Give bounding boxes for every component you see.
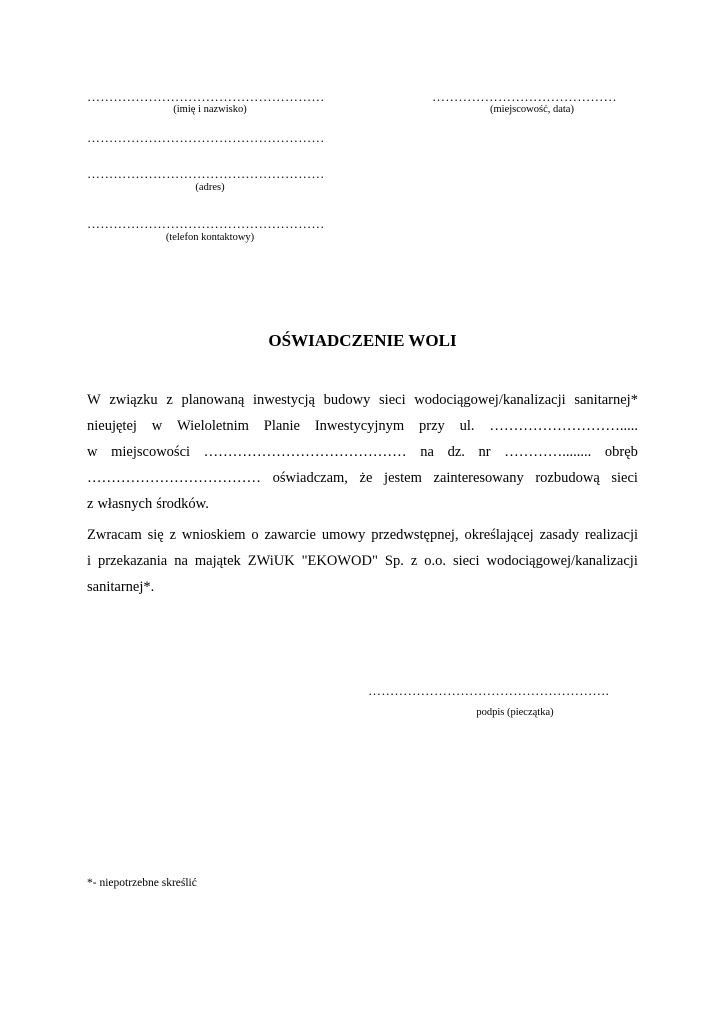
paragraph1-line: [87, 387, 638, 413]
paragraph2-word: zawarcie: [264, 527, 316, 543]
address-field-dots-2[interactable]: ………………………………………………: [87, 166, 325, 181]
paragraph2-word: z: [169, 527, 177, 543]
paragraph1-line: [87, 465, 638, 491]
paragraph1-word: Wieloletnim: [177, 418, 249, 434]
paragraph1-word: w: [151, 418, 163, 434]
paragraph1-word: ul.: [459, 418, 475, 434]
paragraph1-word: sanitarnej*: [574, 392, 638, 408]
paragraph2-word: wodociągowej/kanalizacji: [486, 553, 638, 569]
paragraph1-word: wodociągowej/kanalizacji: [414, 392, 566, 408]
paragraph2-word: ZWiUK: [247, 553, 295, 569]
paragraph2-word: na: [174, 553, 188, 569]
paragraph2-word: o.o.: [424, 553, 446, 569]
paragraph1-word: środków.: [156, 496, 209, 512]
phone-field-label: (telefon kontaktowy): [165, 232, 255, 243]
paragraph1-word: …………........: [504, 444, 592, 460]
place-date-field-label: (miejscowość, data): [490, 104, 574, 115]
signature-field-dots[interactable]: ……………………………………………….: [368, 683, 610, 698]
paragraph1-word: miejscowości: [111, 444, 191, 460]
paragraph1-word: z: [166, 392, 173, 408]
place-date-field-dots[interactable]: ……………………………………: [432, 89, 617, 104]
paragraph2-word: z: [410, 553, 418, 569]
paragraph2-word: określającej: [464, 527, 534, 543]
paragraph1-word: sieci: [611, 470, 638, 486]
paragraph1-word: z: [87, 496, 94, 512]
address-field-label: (adres): [195, 182, 225, 193]
paragraph1-word: Planie: [263, 418, 300, 434]
document-title: OŚWIADCZENIE WOLI: [268, 331, 457, 350]
paragraph1-word: ……………………….....: [489, 418, 638, 434]
paragraph1-word: przy: [419, 418, 445, 434]
paragraph2-word: przedwstępnej,: [371, 527, 459, 543]
paragraph1-word: ……………………………………: [203, 444, 407, 460]
paragraph1-word: obręb: [604, 444, 638, 460]
declaration-paragraph: [87, 387, 638, 517]
paragraph1-word: dz.: [447, 444, 465, 460]
paragraph1-word: planowaną: [181, 392, 245, 408]
name-field-dots[interactable]: ………………………………………………: [87, 89, 325, 104]
paragraph1-line: [87, 413, 638, 439]
paragraph1-word: budowy: [323, 392, 371, 408]
paragraph1-word: jestem: [384, 470, 422, 486]
paragraph1-word: W: [87, 392, 101, 408]
paragraph2-word: przekazania: [98, 553, 168, 569]
paragraph2-word: "EKOWOD": [301, 553, 378, 569]
paragraph2-word: o: [251, 527, 259, 543]
paragraph2-word: zasady: [539, 527, 580, 543]
paragraph2-word: się: [147, 527, 164, 543]
paragraph1-word: własnych: [97, 496, 153, 512]
paragraph2-word: sanitarnej*.: [87, 579, 155, 595]
paragraph2-word: sieci: [452, 553, 480, 569]
paragraph2-line: [87, 522, 638, 548]
paragraph2-word: realizacji: [584, 527, 638, 543]
paragraph1-word: w: [87, 444, 98, 460]
paragraph1-word: inwestycją: [252, 392, 315, 408]
paragraph2-word: umowy: [321, 527, 366, 543]
paragraph1-word: nieujętej: [87, 418, 137, 434]
paragraph1-word: na: [420, 444, 434, 460]
phone-field-dots[interactable]: ………………………………………………: [87, 216, 325, 231]
paragraph1-word: rozbudową: [535, 470, 600, 486]
signature-field-label: podpis (pieczątka): [476, 707, 554, 718]
paragraph1-word: Inwestycyjnym: [314, 418, 405, 434]
paragraph2-word: wnioskiem: [181, 527, 246, 543]
paragraph1-word: zainteresowany: [433, 470, 524, 486]
paragraph2-line: [87, 574, 638, 600]
request-paragraph: [87, 522, 638, 600]
paragraph2-line: [87, 548, 638, 574]
footnote: *- niepotrzebne skreślić: [87, 877, 197, 889]
paragraph2-word: Zwracam: [87, 527, 142, 543]
paragraph2-word: Sp.: [384, 553, 404, 569]
paragraph1-line: [87, 439, 638, 465]
paragraph1-word: nr: [478, 444, 491, 460]
address-field-dots-1[interactable]: ………………………………………………: [87, 130, 325, 145]
paragraph1-word: oświadczam,: [272, 470, 348, 486]
paragraph2-word: majątek: [194, 553, 241, 569]
name-field-label: (imię i nazwisko): [173, 104, 247, 115]
paragraph1-word: ………………………………: [87, 470, 261, 486]
paragraph1-word: że: [359, 470, 373, 486]
paragraph1-word: sieci: [379, 392, 406, 408]
paragraph2-word: i: [87, 553, 92, 569]
paragraph1-line: [87, 491, 638, 517]
paragraph1-word: związku: [109, 392, 158, 408]
